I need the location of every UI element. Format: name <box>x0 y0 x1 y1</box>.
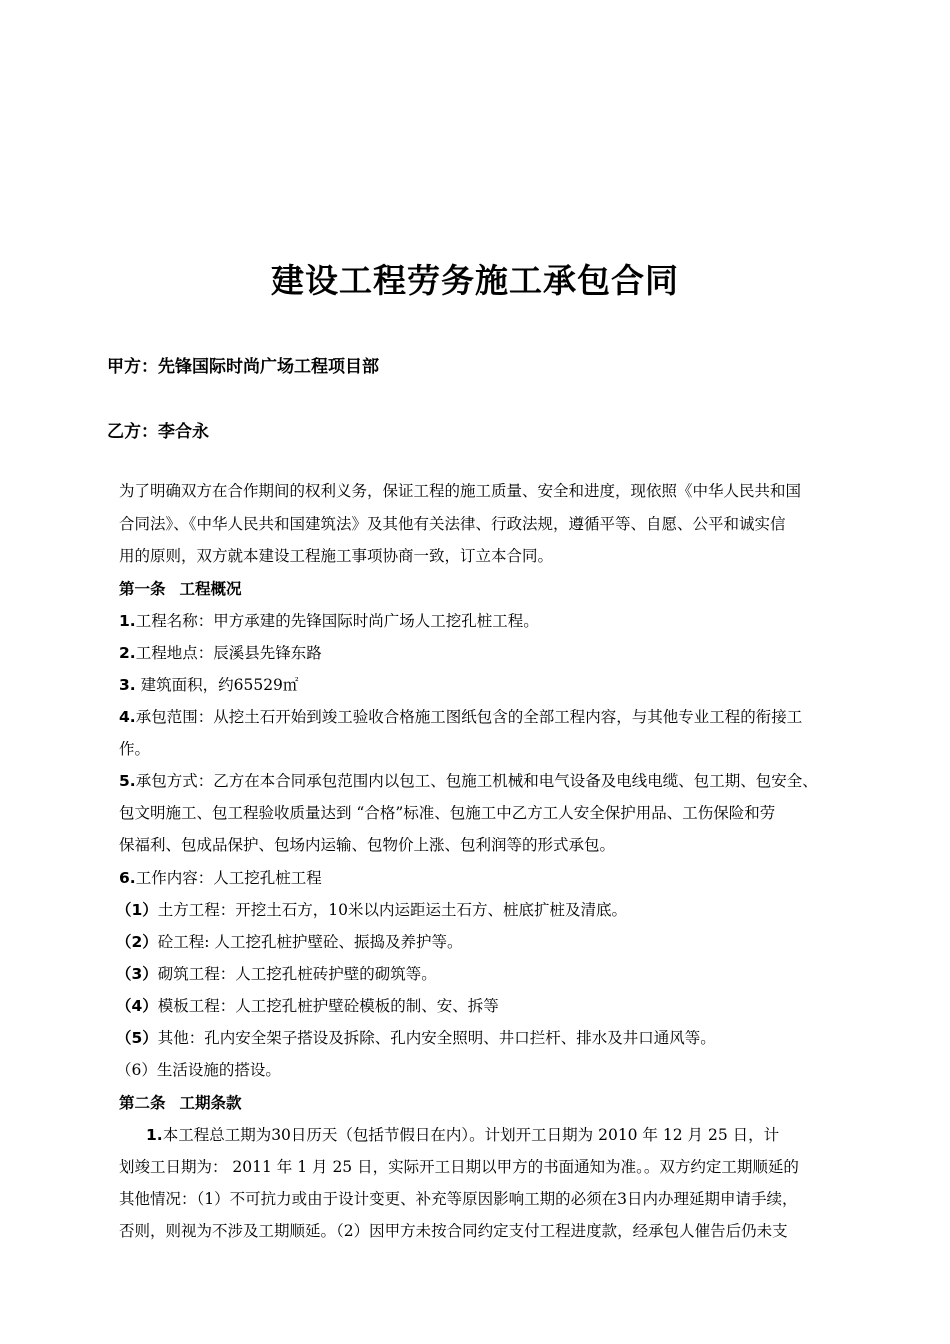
item-text: 建筑面积，约65529㎡ <box>135 676 299 694</box>
article-2-heading <box>119 1093 242 1113</box>
document-title: 建设工程劳务施工承包合同 <box>271 261 679 300</box>
article-1-title: 工程概况 <box>179 580 242 598</box>
list-item-continuation: 作。 <box>119 740 151 758</box>
list-item <box>119 868 322 888</box>
item-text: 工程名称：甲方承建的先锋国际时尚广场人工挖孔桩工程。 <box>135 612 539 630</box>
item-text: 工程地点：辰溪县先锋东路 <box>135 644 322 662</box>
article-2-number: 第二条 <box>119 1094 166 1112</box>
item-text: 本工程总工期为30日历天（包括节假日在内）。计划开工日期为 2010 年 12 月 25 日，计 <box>162 1126 780 1144</box>
article-2-title: 工期条款 <box>179 1094 242 1112</box>
preamble-line: 用的原则，双方就本建设工程施工事项协商一致，订立本合同。 <box>119 547 554 565</box>
item-number: 1. <box>119 612 136 630</box>
list-item-continuation: 其他情况：（1）不可抗力或由于设计变更、补充等原因影响工期的必须在3日内办理延期申请手续， <box>119 1190 798 1208</box>
sub-item <box>116 996 499 1016</box>
party-a: 甲方：先锋国际时尚广场工程项目部 <box>107 357 379 377</box>
list-item <box>146 1125 779 1145</box>
article-1-number: 第一条 <box>119 580 166 598</box>
preamble-line: 合同法》、《中华人民共和国建筑法》及其他有关法律、行政法规，遵循平等、自愿、公平和诚实信 <box>119 515 786 533</box>
preamble-line: 为了明确双方在合作期间的权利义务，保证工程的施工质量、安全和进度，现依照《中华人民共和国 <box>119 482 802 500</box>
item-number: 5. <box>119 772 136 790</box>
sub-item <box>116 900 627 920</box>
item-text: 工作内容：人工挖孔桩工程 <box>135 869 322 887</box>
list-item <box>119 707 802 727</box>
list-item <box>119 675 298 695</box>
sub-item-number: （2） <box>116 933 158 951</box>
article-1-heading <box>119 579 242 599</box>
sub-item-number: （1） <box>116 901 158 919</box>
item-text: 承包范围：从挖土石开始到竣工验收合格施工图纸包含的全部工程内容，与其他专业工程的衔接工 <box>135 708 803 726</box>
sub-item-text: 模板工程：人工挖孔桩护壁砼模板的制、安、拆等 <box>157 997 499 1015</box>
sub-item-number: （3） <box>116 965 158 983</box>
item-number: 1. <box>146 1126 163 1144</box>
list-item-continuation: 保福利、包成品保护、包场内运输、包物价上涨、包利润等的形式承包。 <box>119 836 616 854</box>
sub-item <box>116 932 462 952</box>
sub-item-number: （4） <box>116 997 158 1015</box>
item-number: 4. <box>119 708 136 726</box>
sub-item-text: 砼工程: 人工挖孔桩护壁砼、振捣及养护等。 <box>157 933 463 951</box>
item-number: 2. <box>119 644 136 662</box>
sub-item-text: 其他：孔内安全架子搭设及拆除、孔内安全照明、井口拦杆、排水及井口通风等。 <box>157 1029 716 1047</box>
item-number: 6. <box>119 869 136 887</box>
sub-item <box>116 1028 716 1048</box>
list-item-continuation: 包文明施工、包工程验收质量达到 “合格”标准、包施工中乙方工人安全保护用品、工伤保险和劳 <box>119 804 776 822</box>
sub-item-number: （5） <box>116 1029 158 1047</box>
list-item <box>119 643 322 663</box>
list-item-continuation: 划竣工日期为： 2011 年 1 月 25 日，实际开工日期以甲方的书面通知为准。。双方约定工期顺延的 <box>119 1158 799 1176</box>
list-item <box>119 771 818 791</box>
sub-item: （6）生活设施的搭设。 <box>116 1061 281 1079</box>
sub-item-text: 土方工程：开挖土石方，10米以内运距运土石方、桩底扩桩及清底。 <box>157 901 628 919</box>
sub-item <box>116 964 437 984</box>
list-item <box>119 611 539 631</box>
item-text: 承包方式：乙方在本合同承包范围内以包工、包施工机械和电气设备及电线电缆、包工期、包安全、 <box>135 772 818 790</box>
sub-item-text: 砌筑工程：人工挖孔桩砖护壁的砌筑等。 <box>157 965 437 983</box>
item-number: 3. <box>119 676 136 694</box>
list-item-continuation: 否则，则视为不涉及工期顺延。（2）因甲方未按合同约定支付工程进度款，经承包人催告后仍未支 <box>119 1222 788 1240</box>
party-b: 乙方：李合永 <box>107 422 209 442</box>
